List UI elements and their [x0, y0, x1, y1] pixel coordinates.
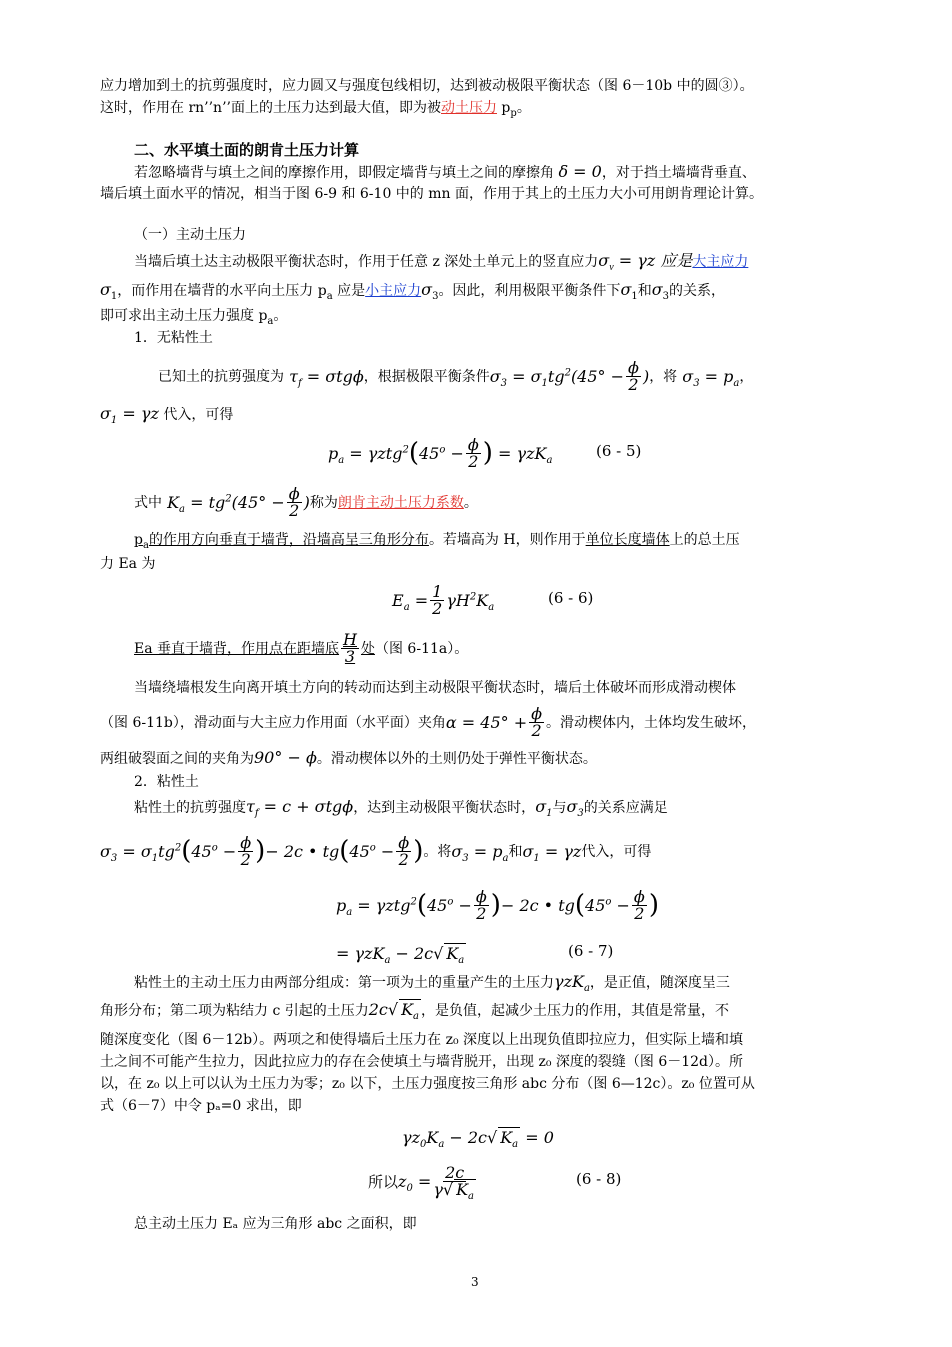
text-line: 两组破裂面之间的夹角为90° − ϕ。滑动楔体以外的土则仍处于弹性平衡状态。: [100, 748, 597, 767]
term-link[interactable]: 动土压力: [440, 100, 497, 116]
term-link[interactable]: 小主应力: [365, 283, 422, 299]
text-line: 若忽略墙背与填土之间的摩擦作用，即假定墙背与填土之间的摩擦角 δ = 0，对于挡土墙墙背垂直、: [134, 162, 756, 181]
page-number: 3: [471, 1275, 479, 1289]
equation-6-5: $p_a = \gamma ztg^2$ ( $45^o$ − $\frac{\phi}{2}$ ) = γzK$_a$: [328, 434, 553, 471]
text-line: 即可求出主动土压力强度 $p_a$。: [100, 308, 288, 327]
text-line: $p_a$的作用方向垂直于墙背，沿墙高呈三角形分布。若墙高为 H，则作用于单位长度墙体上的总土压: [134, 532, 740, 551]
equation-6-6: $E_a$ = $\frac{1}{2}$ $\gamma H^2K_a$: [392, 581, 495, 618]
subsection-heading: 2．粘性土: [134, 774, 199, 790]
text-line: 已知土的抗剪强度为 $\tau_f = \sigma tg\phi$ ，根据极限平衡条件 $\sigma_3 = \sigma_1tg^2(45^\circ$ − $\frac{\phi}{2}$ ) ，将 $\sigma_3 = p_a$ ，: [158, 357, 754, 394]
text-line: 角形分布；第二项为粘结力 c 引起的土压力2c√ $K_a$ ，是负值，起减少土压力的作用，其值是常量，不: [100, 1000, 730, 1023]
text-line: 粘性土的抗剪强度$\tau_f = c + \sigma tg\phi$，达到主动极限平衡状态时，$\sigma_1$与$\sigma_3$的关系应满足: [134, 797, 668, 820]
equation-6-7: $p_a = \gamma ztg^2$ ( $45^o$ − $\frac{\phi}{2}$ ) − 2c • tg ( $45^o$ − $\frac{\phi}{2}$ ): [336, 886, 659, 923]
text-line: 当墙绕墙根发生向离开填土方向的转动而达到主动极限平衡状态时，墙后土体破坏而形成滑动楔体: [134, 680, 736, 696]
text-line: 总主动土压力 Eₐ 应为三角形 abc 之面积，即: [134, 1216, 417, 1232]
equation-6-7-line2: = γzK$_a$ − 2c√ $K_a$: [336, 943, 465, 966]
term-link[interactable]: 大主应力: [692, 254, 749, 270]
equation-z0: $\gamma z_0K_a - 2c√$ $K_a = 0$: [402, 1127, 554, 1150]
subsection-heading: 1．无粘性土: [134, 330, 213, 346]
text-line: 式（6－7）中令 pₐ=0 求出，即: [100, 1098, 302, 1114]
text-line: 随深度变化（图 6－12b）。两项之和使得墙后土压力在 z₀ 深度以上出现负值即拉应力，但实际上墙和填: [100, 1032, 744, 1048]
subsection-heading: （一）主动土压力: [134, 227, 246, 243]
section-heading: 二、水平填土面的朗肯土压力计算: [134, 141, 360, 159]
text-line: 当墙后填土达主动极限平衡状态时，作用于任意 z 深处土单元上的竖直应力$\sigma_v = \gamma z$ 应是大主应力: [134, 251, 749, 273]
text-line: （图 6-11b），滑动面与大主应力作用面（水平面）夹角 α = 45° + $\frac{\phi}{2}$ 。滑动楔体内，土体均发生破坏，: [100, 703, 757, 740]
equation-number: (6 - 5): [596, 442, 642, 460]
term-link[interactable]: 朗肯主动土压力系数: [337, 495, 464, 511]
text-line: $\sigma_1 = \gamma z$ 代入，可得: [100, 404, 234, 427]
text-line: 式中 $K_a = tg^2(45^\circ$ − $\frac{\phi}{2}$ ) 称为 朗肯主动土压力系数 。: [134, 483, 478, 520]
text-line: Ea 垂直于墙背，作用点在距墙底 $\frac{H}{3}$ 处 （图 6-11a）。: [134, 629, 469, 666]
text-line: 粘性土的主动土压力由两部分组成：第一项为土的重量产生的土压力γzK$_a$，是正值，随深度呈三: [134, 972, 730, 995]
text-line: 墙后填土面水平的情况，相当于图 6-9 和 6-10 中的 mn 面，作用于其上的土压力大小可用朗肯理论计算。: [100, 186, 763, 202]
text-line: 这时，作用在 rn’’n’’面上的土压力达到最大值，即为被动土压力 $p_p$。: [100, 100, 531, 119]
text-line: $\sigma_3 = \sigma_1tg^2$ ( $45^o$ − $\frac{\phi}{2}$ ) − 2c • tg ( $45^o$ − $\frac{\phi}{2}$ ) 。将 $\sigma_3 = p_a$ 和 $\sigma_1 = \gamma z$ 代入，可得: [100, 832, 652, 869]
text-line: 以，在 z₀ 以上可以认为土压力为零；z₀ 以下，土压力强度按三角形 abc 分布（图 6—12c）。z₀ 位置可从: [100, 1076, 755, 1092]
text-line: 力 Ea 为: [100, 556, 156, 572]
text-line: $\sigma_1$，而作用在墙背的水平向土压力 $p_a$ 应是小主应力$\sigma_3$。因此，利用极限平衡条件下$\sigma_1$和$\sigma_3$的关系，: [100, 280, 726, 302]
text-line: 土之间不可能产生拉力，因此拉应力的存在会使填土与墙背脱开，出现 z₀ 深度的裂缝（图 6－12d）。所: [100, 1054, 744, 1070]
text-line: 应力增加到土的抗剪强度时，应力圆又与强度包线相切，达到被动极限平衡状态（图 6－10b 中的圆③）。: [100, 78, 754, 94]
equation-number: (6 - 8): [576, 1170, 622, 1188]
equation-6-8: 所以 $z_0$ = $\frac{2c}{\gamma√ K_a}$: [368, 1162, 475, 1202]
equation-number: (6 - 7): [568, 942, 614, 960]
equation-number: (6 - 6): [548, 589, 594, 607]
